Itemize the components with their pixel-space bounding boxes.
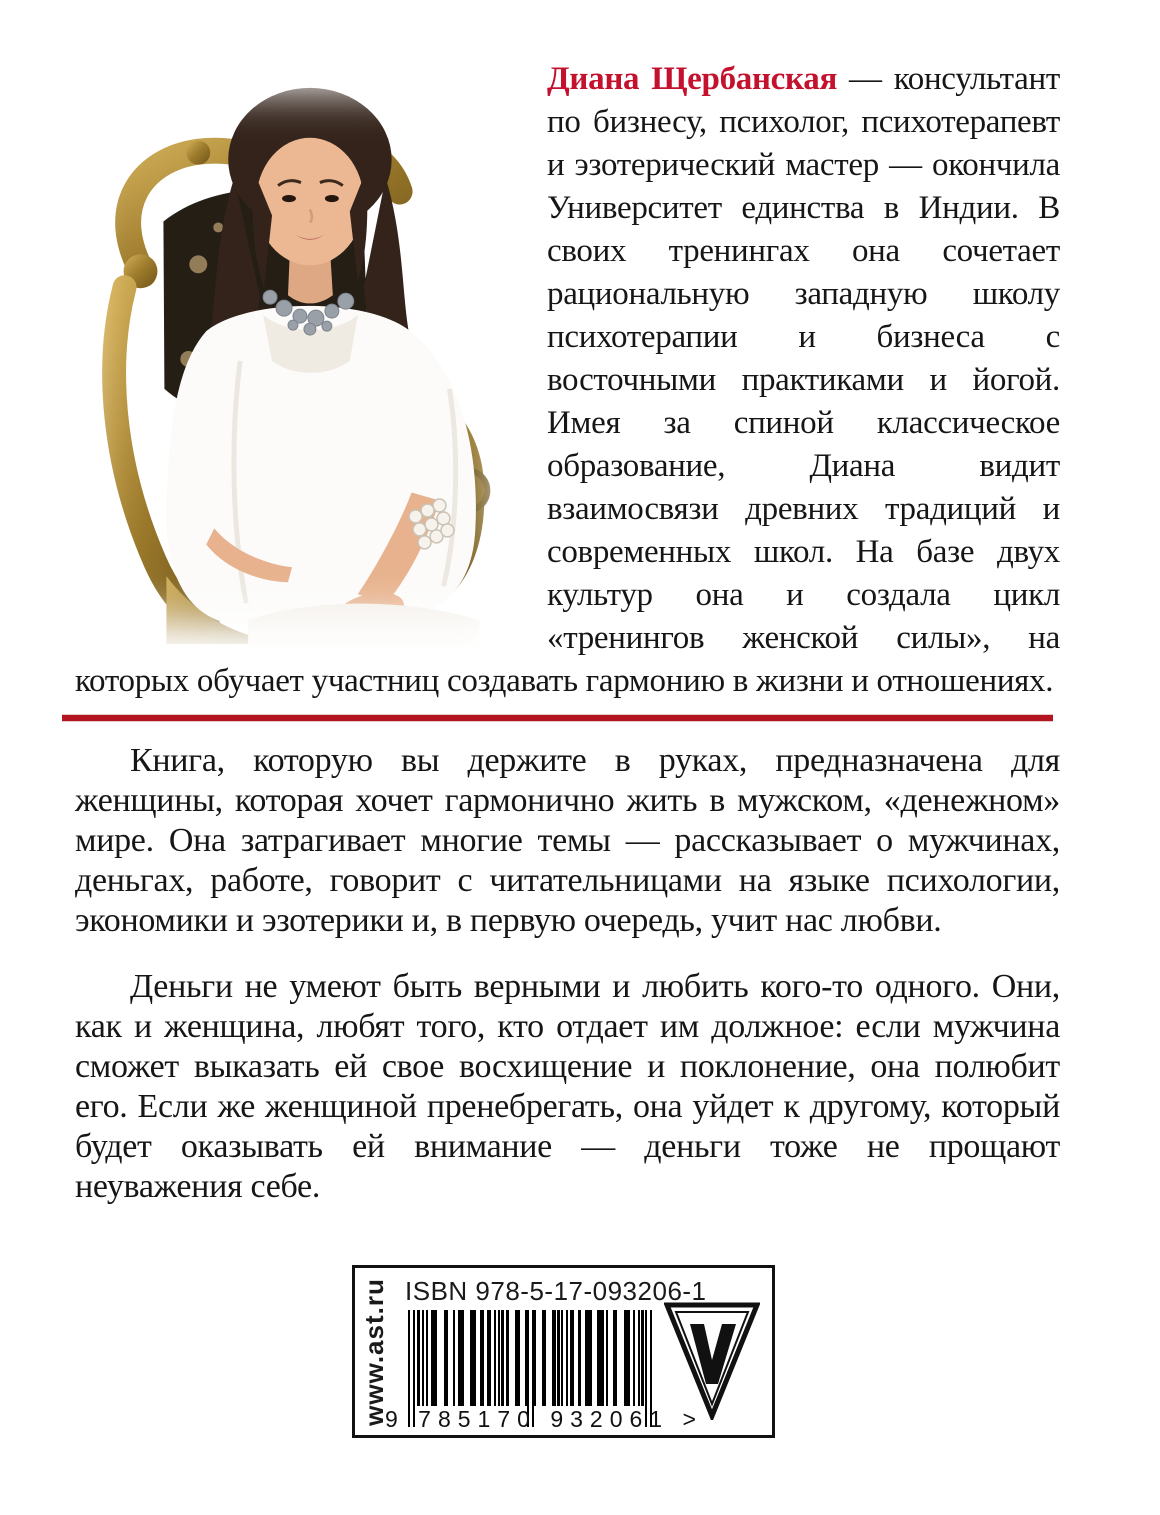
barcode-digits: 9 785170 932061 > [385, 1406, 703, 1432]
author-photo [47, 60, 529, 648]
author-name: Диана Щербанская [547, 61, 837, 97]
annotation-paragraph-1: Книга, которую вы держите в руках, предназначена для женщины, которая хочет гармонично жить в мужском, «денежном» мире. Она затрагивает многие темы — рассказывает о мужчинах, деньгах, работе, говорит с читательницами на языке психологии, экономики и эзотерики и, в первую очередь, учит нас любви. [75, 742, 1060, 939]
publisher-website-label: www.ast.ru [359, 1277, 389, 1426]
author-photo-illustration [47, 60, 529, 648]
woman-portrait [166, 88, 479, 648]
author-bio-text: — консультант по бизнесу, психолог, психотерапевт и эзотерический мастер — окончила Университет единства в Индии. В своих тренингах она сочетает рациональную западную школу психотерапии и бизнеса с восточными практиками и йогой. Имея за спиной классическое образование, Диана видит взаимосвязи древних традиций и современных школ. На базе двух культур она и создала цикл «тренингов женской силы», на которых обучает участниц создавать гармонию в жизни и отношениях. [75, 61, 1060, 699]
annotation-paragraph-2: Деньги не умеют быть верными и любить кого-то одного. Они, как и женщина, любят того, кто отдает им должное: если мужчина сможет выказать ей свое восхищение и поклонение, она полюбит его. Если же женщиной пренебрегать, она уйдет к другому, который будет оказывать ей внимание — деньги тоже не прощают неуважения себе. [75, 968, 1060, 1205]
isbn-label: ISBN 978-5-17-093206-1 [405, 1276, 707, 1306]
red-divider-rule [62, 715, 1053, 721]
isbn-barcode-panel [352, 1265, 775, 1438]
ast-publisher-logo [664, 1302, 760, 1420]
cover-content [75, 58, 1060, 1207]
